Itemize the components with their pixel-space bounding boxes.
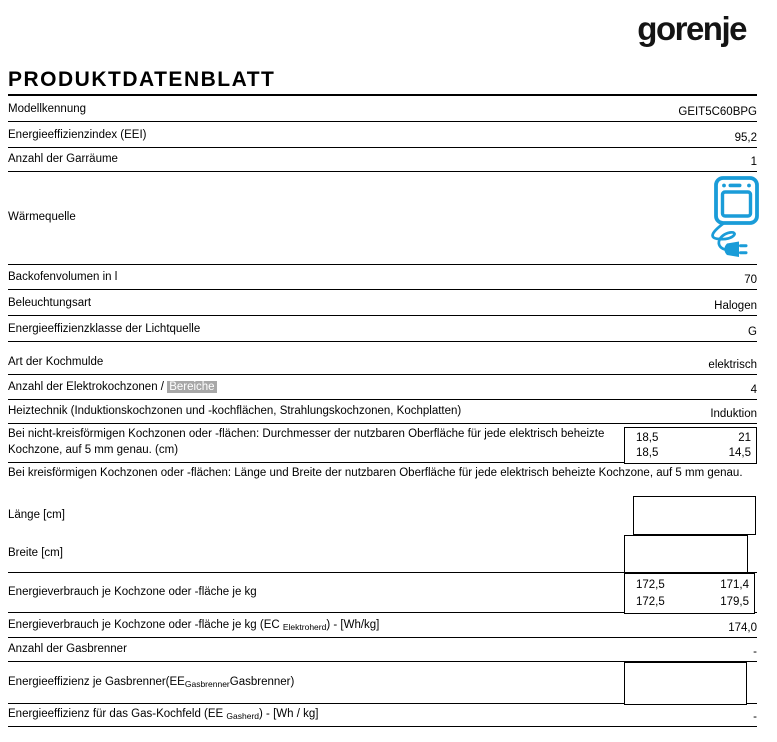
row-label-text: ) - [Wh/kg] xyxy=(326,619,380,632)
energy-per-zone-value: 179,5 xyxy=(720,596,749,608)
row-elektrokochzonen xyxy=(8,375,757,400)
row-kochmulde xyxy=(8,342,757,375)
cavity-count-value: 1 xyxy=(750,156,757,168)
hob-type-value: elektrisch xyxy=(708,359,757,371)
energy-per-zone-value: 172,5 xyxy=(636,579,665,591)
row-label: Anzahl der Gasbrenner xyxy=(8,643,127,656)
model-id-value: GEIT5C60BPG xyxy=(678,106,757,118)
subscript-text: Elektroherd xyxy=(282,622,327,633)
row-beleuchtungsart xyxy=(8,290,757,316)
row-label-text: Gasbrenner) xyxy=(229,675,295,688)
row-lichtquelle-klasse xyxy=(8,316,757,342)
oven-volume-value: 70 xyxy=(744,274,757,286)
row-label: Bei nicht-kreisförmigen Kochzonen oder -flächen: Durchmesser der nutzbaren Oberfläche für jede elektrisch beheizte Kochzone, auf 5 mm genau. (cm) xyxy=(8,428,605,456)
row-label: Modellkennung xyxy=(8,103,87,116)
subscript-text: Gasherd xyxy=(226,711,260,722)
row-label-text: Anzahl der Elektrokochzonen / xyxy=(8,381,168,394)
energy-per-zone-value: 171,4 xyxy=(720,579,749,591)
row-label: Backofenvolumen in l xyxy=(8,271,118,284)
row-modellkennung xyxy=(8,96,757,122)
non-circular-zone-diameter-box xyxy=(624,427,757,464)
lamp-class-value: G xyxy=(748,326,757,338)
row-label-text: Energieeffizienz je Gasbrenner(EE xyxy=(8,675,185,688)
row-heiztechnik xyxy=(8,400,757,424)
row-waermequelle xyxy=(8,172,757,265)
row-kreisfoermig xyxy=(8,463,757,497)
subscript-text: Gasbrenner xyxy=(184,678,230,689)
row-label xyxy=(8,675,294,691)
row-label xyxy=(8,707,318,723)
row-label: Wärmequelle xyxy=(8,211,76,224)
oven-plug-icon xyxy=(699,175,761,261)
row-label: Energieeffizienzindex (EEI) xyxy=(8,129,147,142)
page-title: PRODUKTDATENBLATT xyxy=(8,68,276,91)
row-backofenvolumen xyxy=(8,265,757,290)
energy-per-zone-value: 172,5 xyxy=(636,596,665,608)
gas-hob-efficiency-value: - xyxy=(753,711,757,723)
gas-burner-efficiency-box-empty xyxy=(624,662,747,705)
lamp-type-value: Halogen xyxy=(714,300,757,312)
highlighted-word: Bereiche xyxy=(169,381,215,394)
row-label-text: Energieverbrauch je Kochzone oder -fläche je kg (EC xyxy=(8,619,283,632)
row-label: Bei kreisförmigen Kochzonen oder -flächen: Länge und Breite der nutzbaren Oberfläche für jede elektrisch beheizte Kochzone, auf 5 mm genau. xyxy=(8,467,743,479)
gas-burner-count-value: - xyxy=(753,646,757,658)
row-ee-gasherd xyxy=(8,704,757,727)
zone-diameter-value: 18,5 xyxy=(636,431,659,444)
zone-diameter-value: 14,5 xyxy=(728,447,751,460)
heating-tech-value: Induktion xyxy=(710,408,757,420)
row-label: Energieverbrauch je Kochzone oder -fläche je kg xyxy=(8,585,257,598)
row-label xyxy=(8,618,379,634)
row-label: Art der Kochmulde xyxy=(8,356,104,369)
row-label: Beleuchtungsart xyxy=(8,297,92,310)
row-ec-elektroherd xyxy=(8,613,757,638)
row-label-text: Energieeffizienz für das Gas-Kochfeld (EE xyxy=(8,708,227,721)
row-label-text: ) - [Wh / kg] xyxy=(259,708,319,721)
row-label: Breite [cm] xyxy=(8,546,63,559)
row-eei xyxy=(8,122,757,148)
row-gasbrenner-anzahl xyxy=(8,638,757,662)
row-label: Länge [cm] xyxy=(8,509,65,522)
row-label: Heiztechnik (Induktionskochzonen und -kochflächen, Strahlungskochzonen, Kochplatten) xyxy=(8,405,462,418)
row-label xyxy=(8,380,217,396)
ec-hob-value: 174,0 xyxy=(728,622,757,634)
zone-diameter-value: 18,5 xyxy=(636,447,659,460)
width-value-box-empty xyxy=(624,535,748,573)
eei-value: 95,2 xyxy=(734,132,757,144)
energy-per-zone-box xyxy=(624,573,755,614)
gorenje-logo: gorenje xyxy=(637,10,746,47)
length-value-box-empty xyxy=(633,496,756,535)
zone-count-value: 4 xyxy=(750,384,757,396)
row-garraeume xyxy=(8,148,757,172)
row-label: Energieeffizienzklasse der Lichtquelle xyxy=(8,323,201,336)
row-label: Anzahl der Garräume xyxy=(8,153,118,166)
zone-diameter-value: 21 xyxy=(738,431,751,444)
